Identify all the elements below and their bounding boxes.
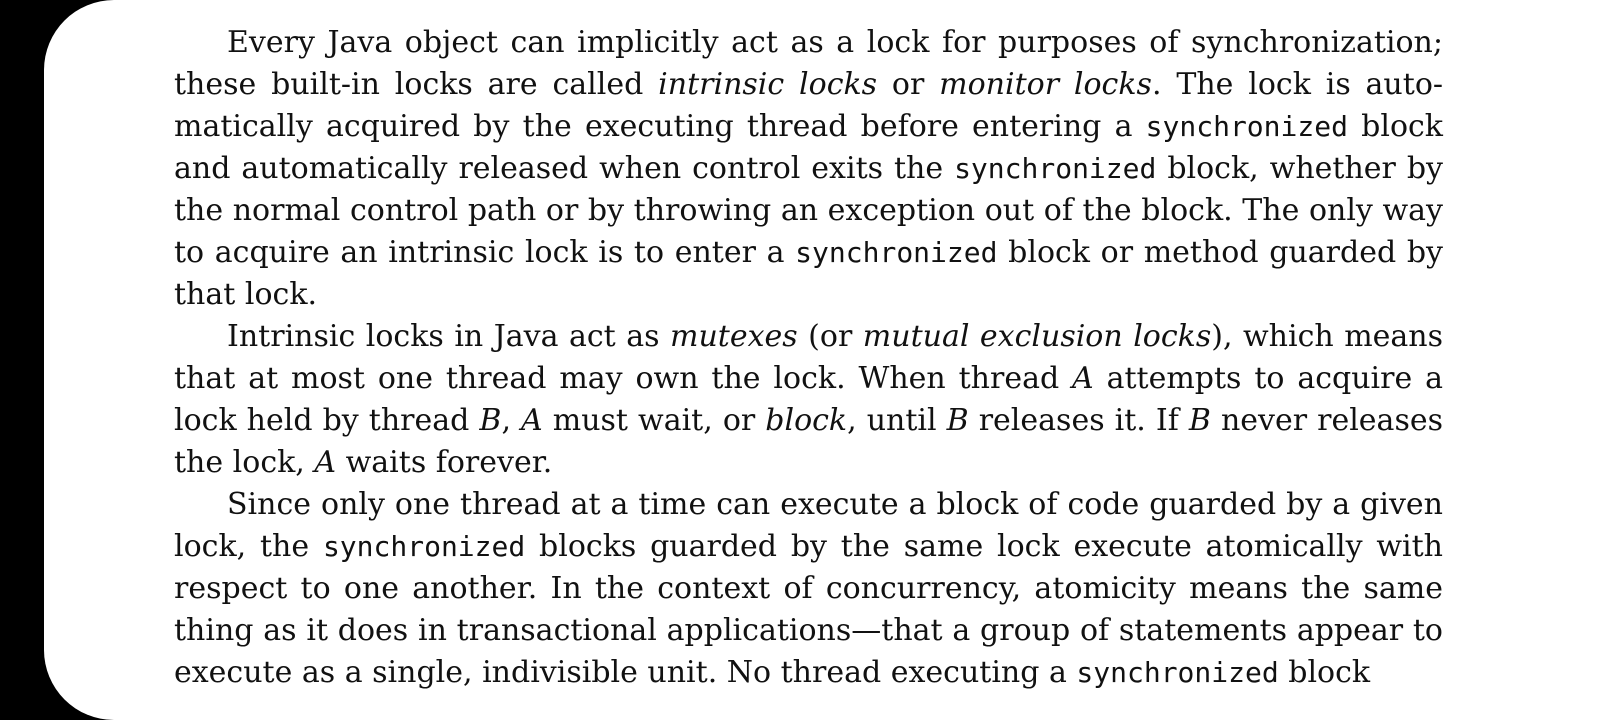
variable-thread-b: B	[946, 403, 969, 438]
text-segment: attempts to acquire a lock held by thread	[174, 361, 1443, 438]
text-segment: waits forever.	[336, 445, 553, 480]
paragraph-atomicity	[174, 484, 1443, 694]
text-segment: releases it. If	[968, 403, 1189, 438]
variable-thread-a: A	[521, 403, 543, 438]
text-segment: Every Java object can implicitly act as a lock for purposes of synchronization; these built-in locks are called	[174, 25, 1443, 102]
variable-thread-a: A	[1072, 361, 1094, 396]
variable-thread-b: B	[479, 403, 502, 438]
text-segment: never releases the lock,	[174, 403, 1443, 480]
paragraph-mutexes	[174, 316, 1443, 484]
text-segment: ), which means that at most one thread may own the lock. When thread	[174, 319, 1444, 396]
text-segment: or	[877, 67, 940, 102]
term-mutual-exclusion-locks: mutual exclusion locks	[862, 319, 1212, 354]
term-intrinsic-locks: intrinsic locks	[658, 67, 878, 102]
text-segment: (or	[797, 319, 863, 354]
variable-thread-a: A	[314, 445, 337, 480]
term-block: block	[765, 403, 848, 438]
document-body	[174, 22, 1443, 694]
code-synchronized: synchronized	[954, 152, 1157, 185]
text-segment: must wait, or	[542, 403, 766, 438]
paragraph-intrinsic-locks	[174, 22, 1443, 316]
code-synchronized: synchronized	[795, 236, 998, 269]
text-segment: block or method guarded by that lock.	[174, 235, 1443, 312]
term-monitor-locks: monitor locks	[939, 67, 1152, 102]
text-segment: Intrinsic locks in Java act as	[227, 319, 671, 354]
text-segment: ,	[501, 403, 522, 438]
variable-thread-b: B	[1188, 403, 1211, 438]
text-segment: , until	[847, 403, 947, 438]
text-segment: blocks guarded by the same lock execute atomically with respect to one another. In the context of concurrency, atomicity means the same thing as it does in transactional applications—that a group of statements appear to execute as a single, indivisible unit. No thread executing a	[174, 529, 1443, 690]
text-segment: block, whether by the normal control path or by throwing an exception out of the block. The only way to acquire an intrinsic lock is to enter a	[174, 151, 1443, 270]
term-mutexes: mutexes	[670, 319, 798, 354]
text-segment: block and automatically released when control exits the	[174, 109, 1443, 186]
text-segment: Since only one thread at a time can execute a block of code guarded by a given lock, the	[174, 487, 1443, 564]
code-synchronized: synchronized	[1145, 110, 1348, 143]
text-segment: block	[1278, 655, 1371, 690]
text-segment: . The lock is automatically acquired by the executing thread before entering a	[174, 67, 1444, 144]
code-synchronized: synchronized	[322, 530, 526, 563]
code-synchronized: synchronized	[1076, 656, 1279, 689]
